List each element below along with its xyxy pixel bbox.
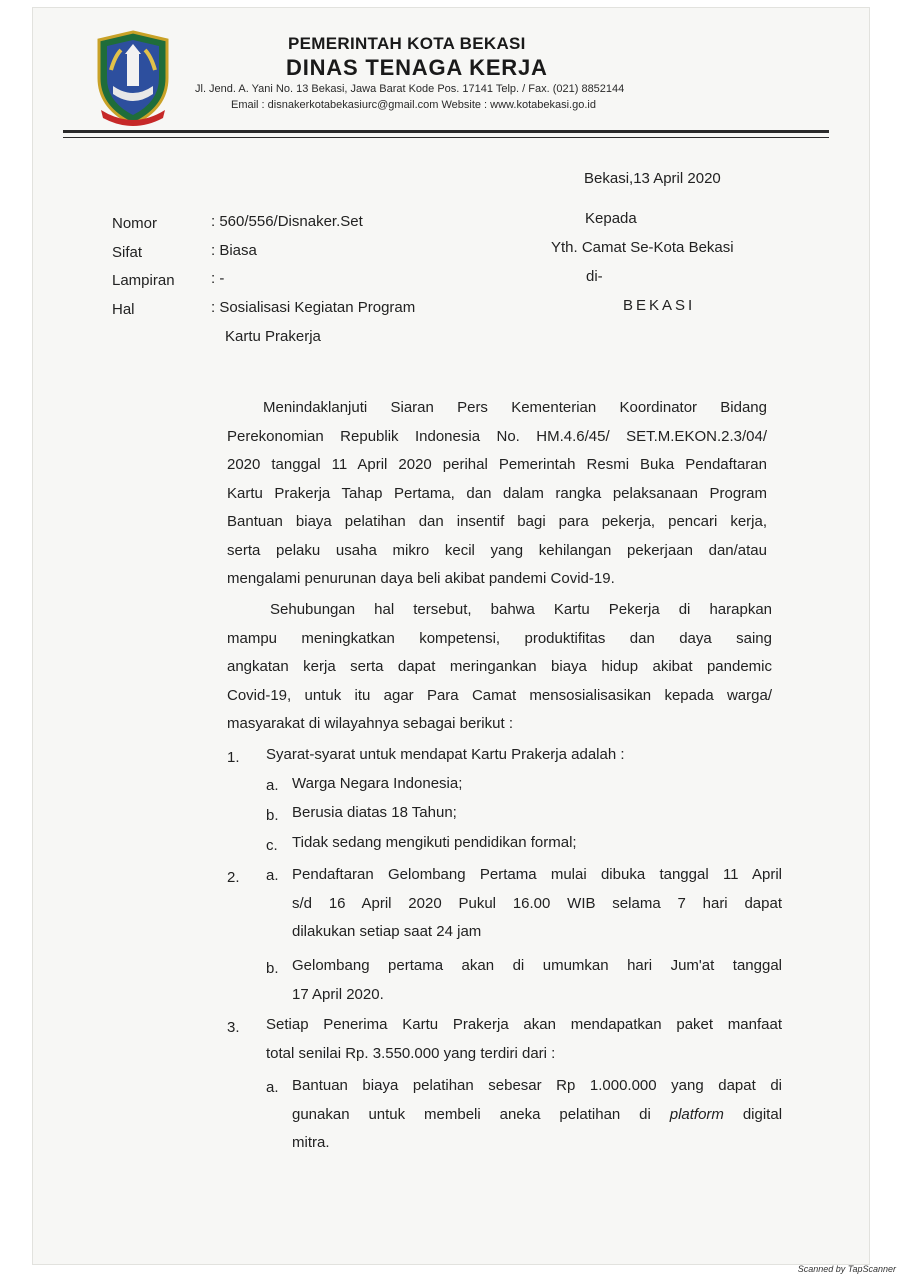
subitem-line: dilakukan setiap saat 24 jam [292,923,482,940]
subitem-mark: a. [266,867,279,884]
hal-label: Hal [112,301,135,318]
subitem-line: mitra. [292,1134,330,1151]
lampiran-label: Lampiran [112,272,175,289]
subitem-mark: b. [266,807,279,824]
subitem-mark: a. [266,1079,279,1096]
item-number: 2. [227,869,240,886]
hal-value-cont: Kartu Prakerja [225,328,321,345]
nomor-label: Nomor [112,215,158,232]
item-line: Setiap Penerima Kartu Prakerja akan mendapatkan paket manfaat [266,1016,782,1033]
item-number: 3. [227,1019,240,1036]
paragraph-line: serta pelaku usaha mikro kecil yang kehilangan pekerjaan dan/atau [227,541,767,559]
subitem-mark: a. [266,777,279,794]
subitem-text: Warga Negara Indonesia; [292,775,463,792]
letter-date: Bekasi,13 April 2020 [584,170,721,187]
subitem-mark: c. [266,837,278,854]
subitem-text-block [292,952,782,1009]
paragraph-line: Covid-19, untuk itu agar Para Camat mensosialisasikan kepada warga/ [227,686,772,704]
paragraph-line: mengalami penurunan daya beli akibat pandemi Covid-19. [227,570,615,587]
item-text: Syarat-syarat untuk mendapat Kartu Prakerja adalah : [266,746,625,763]
paragraph-line: Perekonomian Republik Indonesia No. HM.4.6/45/ SET.M.EKON.2.3/04/ [227,427,767,445]
recipient-to: Kepada [585,210,637,227]
subitem-line-end: digital [742,1105,783,1123]
subitem-mark: b. [266,960,279,977]
letter-page [33,8,869,1264]
subitem-text-block [292,1072,782,1158]
item-line: total senilai Rp. 3.550.000 yang terdiri dari : [266,1044,556,1062]
scanner-watermark: Scanned by TapScanner [797,1264,896,1274]
platform-word: platform [669,1105,724,1123]
subitem-line [292,1101,782,1130]
city-crest-icon [93,30,173,128]
paragraph-line: mampu meningkatkan kompetensi, produktifitas dan daya saing [227,629,772,647]
paragraph-2 [227,596,772,739]
letterhead-government: PEMERINTAH KOTA BEKASI [288,34,526,53]
letterhead-rule-thick [63,130,829,133]
paragraph-line: masyarakat di wilayahnya sebagai berikut : [227,715,513,732]
recipient-name: Yth. Camat Se-Kota Bekasi [551,239,734,256]
recipient-di: di- [586,268,603,285]
subitem-line-start: gunakan untuk membeli aneka pelatihan di [292,1105,651,1123]
letterhead-address: Jl. Jend. A. Yani No. 13 Bekasi, Jawa Barat Kode Pos. 17141 Telp. / Fax. (021) 8852144 [195,83,625,95]
item-text-block [266,1011,782,1068]
paragraph-line: Bantuan biaya pelatihan dan insentif bagi para pekerja, pencari kerja, [227,513,767,530]
sifat-value: : Biasa [211,242,257,259]
item-number: 1. [227,749,240,766]
subitem-line: Gelombang pertama akan di umumkan hari Jum'at tanggal [292,957,782,974]
paragraph-line: angkatan kerja serta dapat meringankan biaya hidup akibat pandemic [227,658,772,675]
paragraph-line: Menindaklanjuti Siaran Pers Kementerian Koordinator Bidang [263,399,767,416]
subitem-text: Berusia diatas 18 Tahun; [292,804,457,821]
subitem-line: s/d 16 April 2020 Pukul 16.00 WIB selama 7 hari dapat [292,894,782,912]
paragraph-1 [227,394,767,594]
subitem-text-block [292,861,782,947]
hal-value: : Sosialisasi Kegiatan Program [211,299,416,316]
subitem-line: Pendaftaran Gelombang Pertama mulai dibuka tanggal 11 April [292,866,782,883]
paragraph-line: Sehubungan hal tersebut, bahwa Kartu Pekerja di harapkan [270,601,772,618]
subitem-line: 17 April 2020. [292,985,384,1003]
paragraph-line: Kartu Prakerja Tahap Pertama, dan dalam rangka pelaksanaan Program [227,484,767,502]
nomor-value: : 560/556/Disnaker.Set [211,213,363,230]
letterhead-agency: DINAS TENAGA KERJA [286,55,548,80]
lampiran-value: : - [211,270,225,287]
paragraph-line: 2020 tanggal 11 April 2020 perihal Pemerintah Resmi Buka Pendaftaran [227,456,767,473]
sifat-label: Sifat [112,244,143,261]
letterhead-contact: Email : disnakerkotabekasiurc@gmail.com Website : www.kotabekasi.go.id [231,99,596,111]
subitem-text: Tidak sedang mengikuti pendidikan formal; [292,834,577,851]
subitem-line: Bantuan biaya pelatihan sebesar Rp 1.000.000 yang dapat di [292,1077,782,1094]
recipient-place: BEKASI [623,297,696,314]
letterhead-rule-thin [63,137,829,138]
